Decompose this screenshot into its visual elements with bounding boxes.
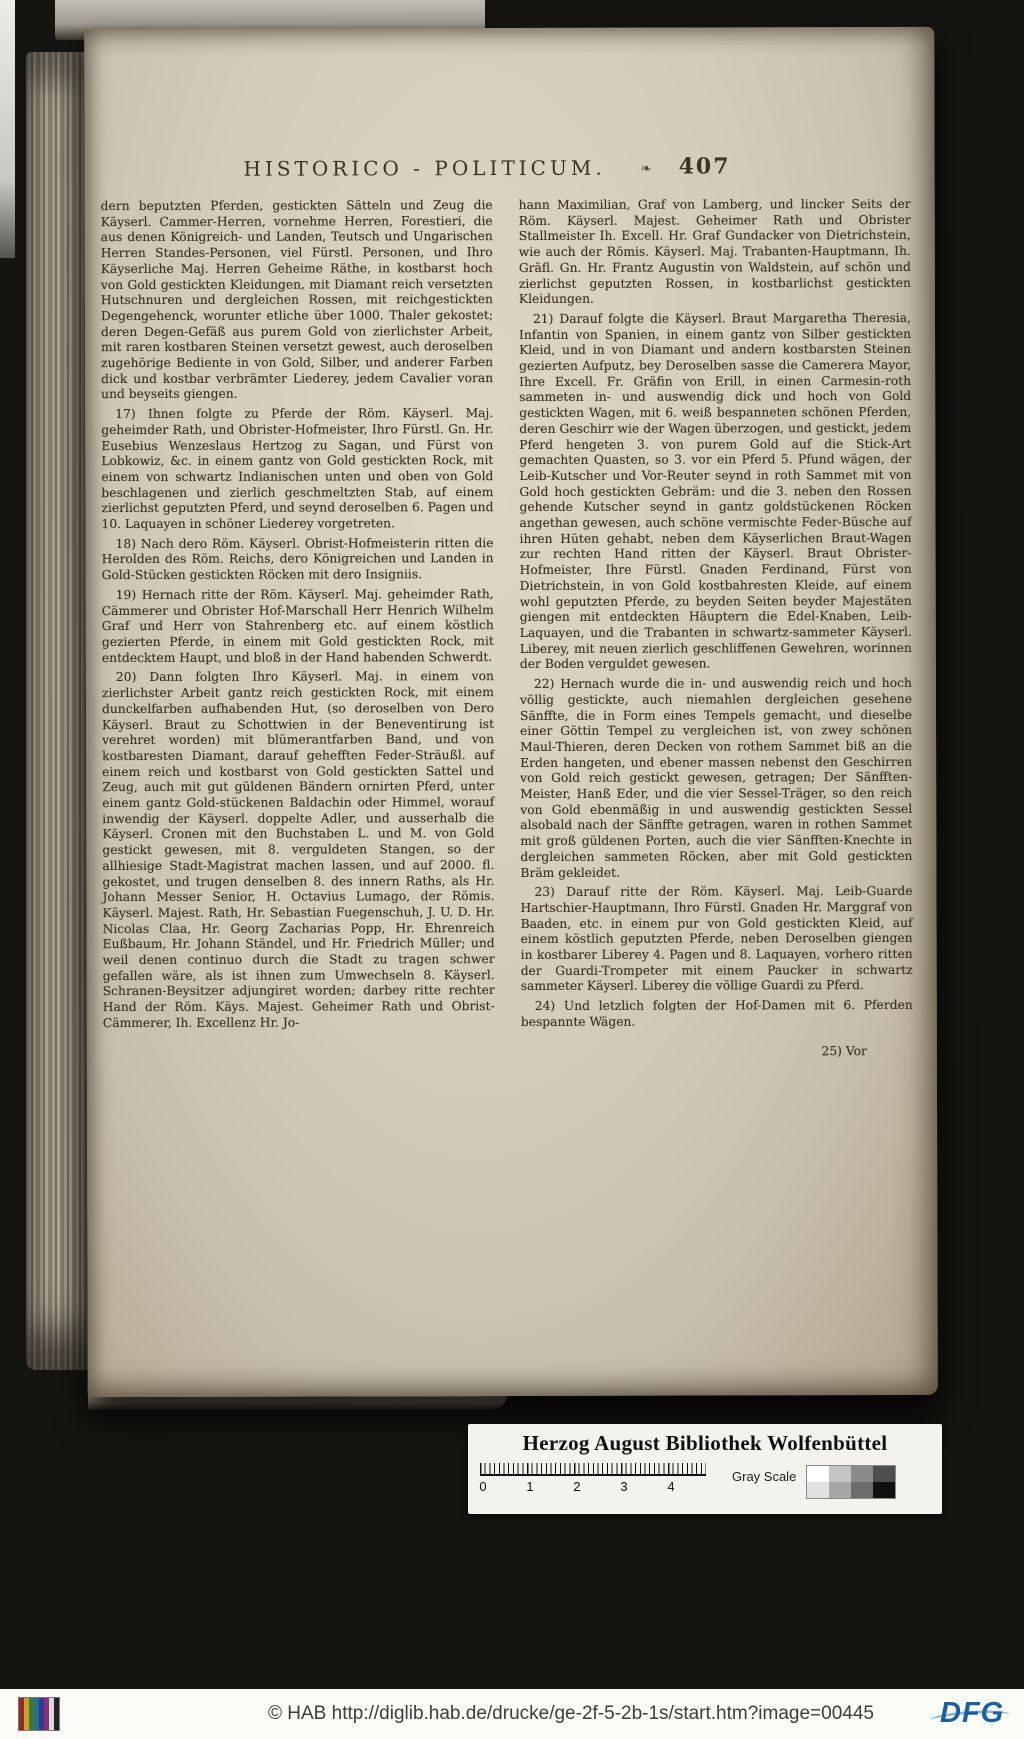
institution-label: Herzog August Bibliothek Wolfenbüttel xyxy=(522,1431,888,1455)
calibration-card xyxy=(468,1424,942,1514)
gray-patch xyxy=(807,1482,829,1498)
paragraph: 23) Darauf ritte der Röm. Käyserl. Maj. Leib-Guarde Hartschier-Hauptmann, Ihro Fürstl. Gnaden Hr. Marggraf von Baaden, etc. in einem pur von Gold gestickten Kleid, auf einem köstlich geputzten Pferde, neben Deroselben giengen in kostbarer Liberey 4. Pagen und 8. Laquayen, vorhero ritten der Guardi-Trompeter mit einem Paucker in schwartz sammeter Käyserl. Liberey die völlige Guardi zu Pferd. xyxy=(520,884,913,994)
paragraph: 22) Hernach wurde die in- und auswendig reich und hoch völlig gestickte, auch niemahlen dergleichen gesehene Sänffte, die in Form eines Tempels gemacht, und dieselbe einer Göttin Tempel zu vergleichen ist, von zwey schönen Maul-Thieren, deren Decken von rothem Sammet biß an die Erden hangeten, und ebener massen nebenst den Geschirren von Gold reich gestickt gewesen, getragen; Der Sänfften-Meister, Hanß Eder, und die vier Sessel-Träger, so den reich von Gold ebenmäßig in und auswendig gestickten Sessel alsobald nach der Sänffte getragen, waren in rothen Sammet mit groß güldenen Porten, auch die vier Sänfften-Knechte in dergleichen sammeten Röcken, aber mit Gold gestickten Bräm gekleidet. xyxy=(519,676,913,880)
book-left-page-edges xyxy=(26,52,88,1370)
running-head xyxy=(101,155,911,193)
copyright-text: © HAB http://diglib.hab.de/drucke/ge-2f-5-2b-1s/start.htm?image=00445 xyxy=(268,1703,874,1724)
ruler-number: 2 xyxy=(573,1479,581,1494)
gray-patch xyxy=(873,1482,895,1498)
gray-patch xyxy=(829,1482,851,1498)
calibration-row xyxy=(480,1463,930,1499)
paragraph: 17) Ihnen folgte zu Pferde der Röm. Käyserl. Maj. geheimder Rath, und Obrister-Hofmeister, Ihro Fürstl. Gn. Hr. Eusebius Wenzeslaus Hertzog zu Sagan, und Fürst von Lobkowiz, &c. in einem gantz von Gold gestickten Rock, mit einem von schwartz Indianischen unten und oben von Gold beschlagenen und zierlich geschmeltzten Stab, auf einem zierlichst geputzten Pferd, und seynd deroselben 6. Pagen und 10. Laquayen in schöner Liederey vorgetreten. xyxy=(101,406,494,532)
gray-patch xyxy=(851,1466,873,1482)
paragraph: dern beputzten Pferden, gestickten Sätteln und Zeug die Käyserl. Cammer-Herren, vornehme Herren, Forestieri, die aus denen Königreich- und Landen, Teutsch und Ungarischen Herren Standes-Personen, viel Fürstl. Personen, und Ihro Käyserliche Maj. Herren Geheime Räthe, in kostbarst hoch von Gold gestickten Kleidungen, mit Diamant reich versetzten Hutschnuren und dergleichen Rossen, mit reichgestickten Degengehenck, worunter etliche über 1000. Thaler gekostet; deren Degen-Gefäß aus purem Gold von zierlichster Arbeit, mit raren kostbaren Steinen versetzt gewest, auch deroselben zugehörige Bediente in von Gold, Silber, und anderer Farben dick und kostbar verbrämter Liederey, jedem Cavalier voran und beyseits giengen. xyxy=(100,198,494,402)
paragraph: 18) Nach dero Röm. Käyserl. Obrist-Hofmeisterin ritten die Herolden des Röm. Reichs, dero Königreichen und Landen in Gold-Stücken gestickten Röcken mit dero Insigniis. xyxy=(101,535,494,583)
ruler-numbers xyxy=(480,1476,706,1494)
color-patch xyxy=(54,1698,59,1730)
gray-scale-label: Gray Scale xyxy=(732,1469,797,1484)
gray-scale-patches xyxy=(806,1465,896,1499)
page-title: HISTORICO - POLITICUM. xyxy=(243,155,606,181)
gray-patch xyxy=(851,1482,873,1498)
ruler-number: 4 xyxy=(667,1479,675,1494)
ruler-number: 1 xyxy=(526,1479,534,1494)
page-number: 407 xyxy=(678,153,731,180)
gray-patch xyxy=(873,1466,895,1482)
paragraph: 20) Dann folgten Ihro Käyserl. Maj. in einem von zierlichster Arbeit gantz reich gestickten Rock, mit einem dunckelfarben aufhabenden Hut, (so deroselben von Dero Käyserl. Braut zu Schottwien in der Beneventirung ist verehret worden) mit blümerantfarben Band, und von kostbaresten Diamant, darauf gehefften Feder-Sträußl. auf einem reich und kostbarst von Gold gestickten Sattel und Zeug, auch mit gut güldenen Bändern ornirten Pferd, unter einem gantz Gold-stückenen Baldachin oder Himmel, worauf inwendig der Käyserl. doppelte Adler, und ausserhalb die Käyserl. Cronen mit den Buchstaben L. und M. von Gold gestickt gewesen, mit 8. verguldeten Stangen, so der allhiesige Stadt-Magistrat machen lassen, und auf 2000. fl. gekostet, und trugen denselben 8. des innern Raths, als Hr. Johann Messer Senior, H. Octavius Lumago, der Römis. Käyserl. Majest. Rath, Hr. Sebastian Fuegenschuh, J. U. D. Hr. Nicolas Claa, Hr. Georg Zacharias Popp, Hr. Ehrenreich Eußbaum, Hr. Johann Ständel, und Hr. Friedrich Müller; und weil denen continuo durch die Stadt zu tragen schwer gefallen wäre, als ist ihnen zum Umwechseln 8. Käyserl. Schranen-Beysitzer adjungiret worden; darbey ritte rechter Hand der Röm. Käys. Majest. Geheimer Rath und Obrist-Cämmerer, Ih. Excellenz Hr. Jo- xyxy=(101,669,495,1030)
dfg-logo xyxy=(930,1695,1010,1733)
gray-patch xyxy=(829,1466,851,1482)
text-columns xyxy=(101,197,913,1061)
ruler-number: 3 xyxy=(620,1479,628,1494)
right-column xyxy=(519,197,913,1060)
printer-ornament-icon: ❧ xyxy=(640,161,652,177)
ruler-ticks xyxy=(480,1463,706,1476)
catchword: 25) Vor xyxy=(821,1043,867,1058)
paragraph: hann Maximilian, Graf von Lamberg, und lincker Seits der Röm. Käyserl. Majest. Geheimer Rath und Obrister Stallmeister Ih. Excell. Hr. Graf Gundacker von Dietrichstein, wie auch der Römis. Käyserl. Maj. Trabanten-Hauptmann, Ih. Gräfl. Gn. Hr. Frantz Augustin von Waldstein, auf schön und zierlichst geputzten Rossen, in kostbarlichst gestickten Kleidungen. xyxy=(518,196,911,307)
paragraph: 19) Hernach ritte der Röm. Käyserl. Maj. geheimder Rath, Cämmerer und Obrister Hof-Marschall Herr Henrich Wilhelm Graf und Herr von Stahrenberg etc. auf einem köstlich gezierten Pferde, in einem mit Gold gestickten Rock, mit entdecktem Haupt, und bloß in der Hand habenden Schwerdt. xyxy=(101,586,494,665)
left-column xyxy=(101,198,495,1061)
scanned-page xyxy=(84,27,938,1397)
gray-patch xyxy=(807,1466,829,1482)
page-content xyxy=(84,27,938,1397)
cm-ruler xyxy=(480,1463,706,1499)
ruler-number: 0 xyxy=(479,1479,487,1494)
paragraph: 24) Und letzlich folgten der Hof-Damen mit 6. Pferden bespannte Wägen. xyxy=(520,998,913,1029)
color-calibration-strip xyxy=(18,1697,60,1731)
dfg-logo-text: DFG xyxy=(940,1697,1005,1729)
scan-edge-sliver xyxy=(0,0,15,258)
paragraph: 21) Darauf folgte die Käyserl. Braut Margaretha Theresia, Infantin von Spanien, in einem gantz von Silber gestickten Kleid, und in von Diamant und andern kostbarsten Steinen gezierten Aufputz, bey Deroselben sasse die Camerera Mayor, Ihre Excell. Fr. Gräfin von Erill, in einen Carmesin-roth sammeten in- und auswendig dick und hoch von Gold gestickten Wagen, mit 6. weiß bespanneten schönen Pferden, deren Geschirr wie der Wagen überzogen, und gestickt, jedem Pferd hengeten 3. von purem Gold auf die Stick-Art gemachten Quasten, so 3. vor ein Pferd 5. Pfund wägen, der Leib-Kutscher und Vor-Reuter seynd in roth Sammet mit von Gold hoch gestickten Gebräm: und die 3. neben den Rossen gehende Kutscher seynd in gantz goldstückenen Röcken angethan gewesen, auch schöne vermischte Feder-Büsche auf ihren Hüten gehabt, neben dem Käyserlichen Braut-Wagen zur rechten Hand ritten der Käyserl. Braut Obrister-Hofmeister, Ihre Fürstl. Gnaden Ferdinand, Fürst von Dietrichstein, in von Gold kostbahresten Kleide, auf einem wohl geputzten Pferde, zu beyden Seiten beyder Majestäten giengen mit entdeckten Häuptern die Edel-Knaben, Leib-Laquayen, und die Trabanten in schwartz-sammeter Käyserl. Liberey, mit neuen zierlich geschliffenen Gewehren, worinnen der Boden verguldet gewesen. xyxy=(518,310,912,672)
footer-bar xyxy=(0,1689,1024,1739)
